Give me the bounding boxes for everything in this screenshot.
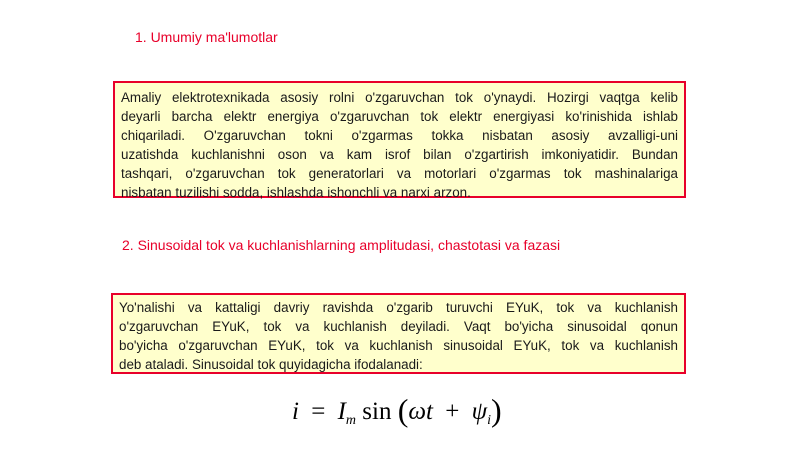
- paragraph-line: nisbatan tuzilishi sodda, ishlashda ishonchli va narxi arzon.: [121, 185, 471, 200]
- section-1-heading: 1. Umumiy ma'lumotlar: [135, 29, 278, 45]
- formula-amplitude: I: [337, 398, 346, 425]
- formula-psi: ψ: [471, 398, 488, 425]
- paragraph-line: Yo'nalishi va kattaligi davriy ravishda o'zgarib turuvchi EYuK, tok va kuchlanish: [119, 300, 678, 315]
- formula-amplitude-subscript: m: [345, 413, 357, 428]
- section-2-heading: 2. Sinusoidal tok va kuchlanishlarning amplitudasi, chastotasi va fazasi: [122, 237, 561, 253]
- formula-sin: sin: [362, 398, 392, 425]
- section-2-text-box: [111, 293, 686, 374]
- paragraph-line: uzatishda kuchlanishni oson va kam isrof bilan o'zgartirish imkoniyatidir. Bundan: [121, 147, 678, 162]
- paragraph-line: tashqari, o'zgaruvchan tok generatorlari va motorlari o'zgarmas tok mashinalariga: [121, 166, 678, 181]
- paragraph-line: chiqariladi. O'zgaruvchan tokni o'zgarmas tokka nisbatan asosiy avzalligi-uni: [121, 128, 678, 143]
- sinusoidal-current-formula: [292, 390, 502, 441]
- formula-close-paren: ): [491, 392, 502, 428]
- section-1-text-box: [113, 81, 686, 198]
- paragraph-line: bo'yicha o'zgaruvchan EYuK, tok va kuchlanish sinusoidal EYuK, tok va kuchlanish: [119, 338, 678, 353]
- paragraph-line: Amaliy elektrotexnikada asosiy rolni o'zgaruvchan tok o'ynaydi. Hozirgi vaqtga kelib: [121, 90, 678, 105]
- formula-psi-subscript: i: [487, 413, 491, 428]
- paragraph-line: o'zgaruvchan EYuK, tok va kuchlanish deyiladi. Vaqt bo'yicha sinusoidal qonun: [119, 319, 678, 334]
- formula-open-paren: (: [397, 392, 409, 428]
- paragraph-line: deyarli barcha elektr energiya o'zgaruvchan tok elektr energiyasi ko'rinishida ishlab: [121, 109, 678, 124]
- formula-equals: =: [311, 398, 326, 425]
- formula-omega-t: ωt: [408, 398, 433, 425]
- formula-lhs: i: [292, 398, 299, 425]
- formula-plus: +: [445, 398, 460, 425]
- paragraph-line: deb ataladi. Sinusoidal tok quyidagicha ifodalanadi:: [119, 357, 423, 372]
